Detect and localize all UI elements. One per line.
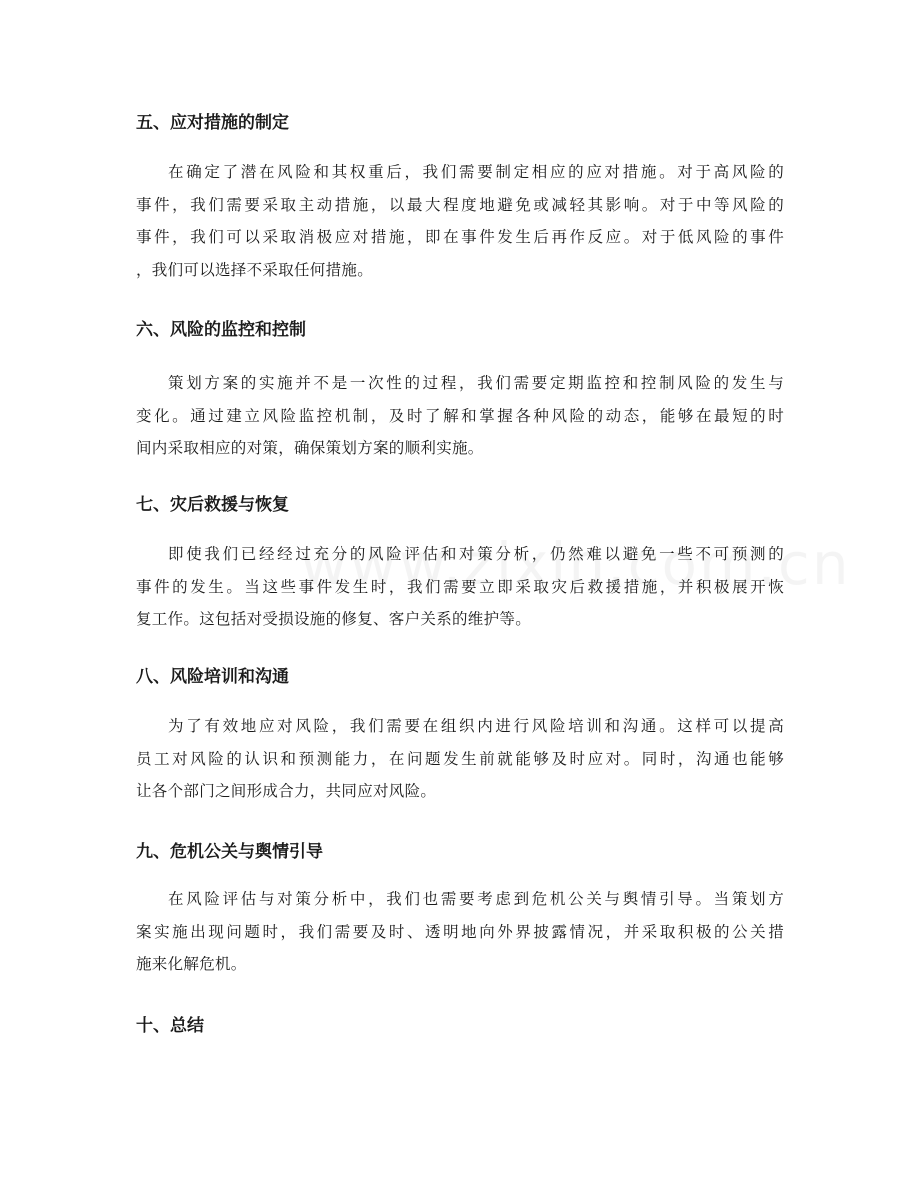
section-heading-7: 七、灾后救援与恢复 xyxy=(136,495,289,515)
section-paragraph-6 xyxy=(136,367,784,465)
paragraph-line: 为了有效地应对风险，我们需要在组织内进行风险培训和沟通。这样可以提高 xyxy=(168,717,784,735)
paragraph-line: ，我们可以选择不采取任何措施。 xyxy=(136,260,374,279)
paragraph-line: 让各个部门之间形成合力，共同应对风险。 xyxy=(136,782,437,800)
paragraph-line: 事件的发生。当这些事件发生时，我们需要立即采取灾后救援措施，并积极展开恢 xyxy=(136,577,784,596)
paragraph-line: 案实施出现问题时，我们需要及时、透明地向外界披露情况，并采取积极的公关措 xyxy=(136,922,784,941)
paragraph-line: 事件，我们可以采取消极应对措施，即在事件发生后再作反应。对于低风险的事件 xyxy=(136,228,784,246)
paragraph-line: 变化。通过建立风险监控机制，及时了解和掌握各种风险的动态，能够在最短的时 xyxy=(136,406,784,425)
paragraph-line: 在确定了潜在风险和其权重后，我们需要制定相应的应对措施。对于高风险的 xyxy=(168,163,784,181)
section-heading-9: 九、危机公关与舆情引导 xyxy=(136,842,323,862)
section-heading-5: 五、应对措施的制定 xyxy=(136,113,289,133)
section-heading-6: 六、风险的监控和控制 xyxy=(136,320,306,340)
paragraph-line: 事件，我们需要采取主动措施，以最大程度地避免或减轻其影响。对于中等风险的 xyxy=(136,195,784,214)
section-heading-10: 十、总结 xyxy=(136,1016,204,1036)
paragraph-line: 复工作。这包括对受损设施的修复、客户关系的维护等。 xyxy=(136,610,532,628)
paragraph-line: 策划方案的实施并不是一次性的过程，我们需要定期监控和控制风险的发生与 xyxy=(168,374,784,392)
paragraph-line: 间内采取相应的对策，确保策划方案的顺利实施。 xyxy=(136,439,484,457)
section-paragraph-9 xyxy=(136,883,784,981)
paragraph-line: 在风险评估与对策分析中，我们也需要考虑到危机公关与舆情引导。当策划方 xyxy=(168,890,784,908)
section-paragraph-8 xyxy=(136,710,784,808)
section-paragraph-5 xyxy=(136,156,784,286)
section-heading-8: 八、风险培训和沟通 xyxy=(136,667,289,687)
paragraph-line: 员工对风险的认识和预测能力，在问题发生前就能够及时应对。同时，沟通也能够 xyxy=(136,749,784,768)
paragraph-line: 施来化解危机。 xyxy=(136,955,247,973)
paragraph-line: 即使我们已经经过充分的风险评估和对策分析，仍然难以避免一些不可预测的 xyxy=(168,545,784,563)
section-paragraph-7 xyxy=(136,538,784,636)
